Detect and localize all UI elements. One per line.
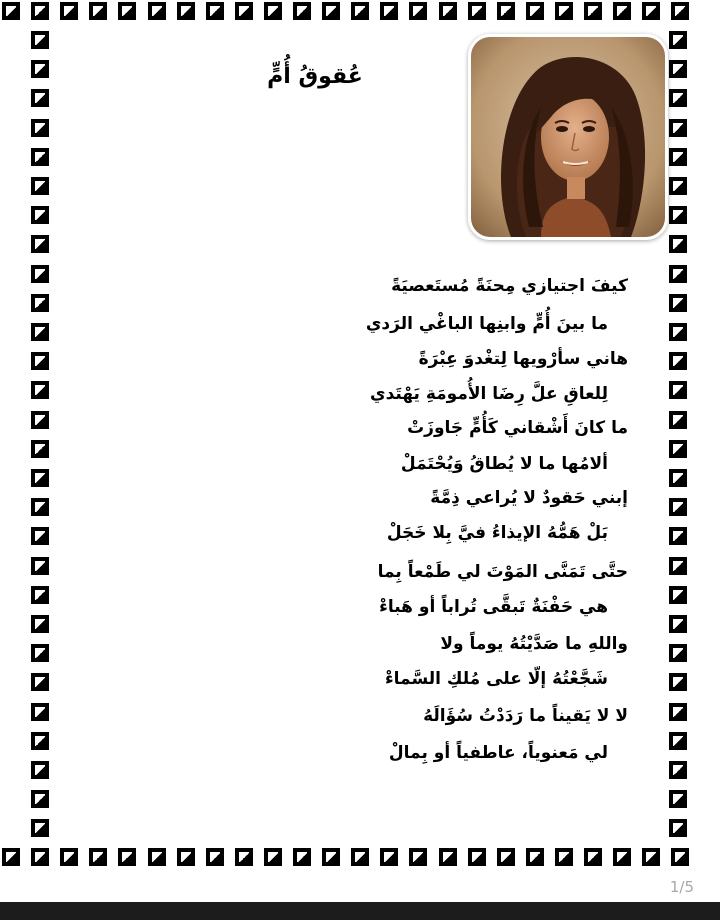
border-square (2, 848, 20, 866)
border-square (177, 2, 195, 20)
border-square (31, 527, 49, 545)
border-square (380, 2, 398, 20)
border-square (31, 352, 49, 370)
border-square (669, 586, 687, 604)
border-square (669, 119, 687, 137)
border-square (31, 323, 49, 341)
border-square (468, 848, 486, 866)
border-square (322, 848, 340, 866)
poem-line: بَلْ هَمُّهُ الإيذاءُ فيَّ بِلا خَجَلْ (386, 523, 608, 543)
woman-portrait-icon (471, 37, 665, 237)
border-square (293, 848, 311, 866)
border-square (642, 2, 660, 20)
border-square (206, 848, 224, 866)
border-square (148, 2, 166, 20)
border-square (31, 440, 49, 458)
border-square (31, 411, 49, 429)
border-square (468, 2, 486, 20)
poem-line: ما كانَ أَشْقاني كَأُمٍّ جَاوزَتْ (407, 418, 628, 438)
border-square (669, 148, 687, 166)
portrait-image (468, 34, 668, 240)
border-square (669, 206, 687, 224)
poem-line: ألامُها ما لا يُطاقُ وَيُحْتَمَلْ (400, 454, 608, 474)
border-square (669, 177, 687, 195)
border-square (669, 440, 687, 458)
border-square (31, 615, 49, 633)
border-square (118, 2, 136, 20)
border-square (31, 557, 49, 575)
border-square (671, 2, 689, 20)
border-square (409, 2, 427, 20)
border-square (439, 2, 457, 20)
poem-line: لا لا يَقيناً ما رَدَدْتُ سُؤَالَهُ (423, 706, 628, 726)
border-square (31, 235, 49, 253)
border-square (669, 469, 687, 487)
border-square (31, 148, 49, 166)
border-square (206, 2, 224, 20)
border-square (669, 703, 687, 721)
border-square (2, 2, 20, 20)
bottom-toolbar (0, 902, 720, 920)
border-square (439, 848, 457, 866)
border-square (497, 2, 515, 20)
border-square (31, 703, 49, 721)
border-square (31, 294, 49, 312)
border-square (613, 848, 631, 866)
border-square (669, 411, 687, 429)
border-square (118, 848, 136, 866)
border-square (642, 848, 660, 866)
poem-line: هاني سأرْويها لِتغْدوَ عِبْرَةً (418, 349, 628, 369)
poem-line: شَجَّعْتُهُ إلّا على مُلكِ السَّماءْ (384, 669, 608, 689)
border-square (669, 819, 687, 837)
border-square (669, 557, 687, 575)
border-square (380, 848, 398, 866)
border-square (669, 352, 687, 370)
border-square (669, 235, 687, 253)
border-square (89, 2, 107, 20)
border-square (613, 2, 631, 20)
border-square (31, 119, 49, 137)
poem-line: كيفَ اجتيازي مِحنَةً مُستَعصيَةً (391, 276, 628, 296)
border-square (31, 819, 49, 837)
border-square (31, 381, 49, 399)
border-square (60, 848, 78, 866)
border-square (31, 761, 49, 779)
border-square (669, 790, 687, 808)
border-square (555, 2, 573, 20)
border-square (669, 615, 687, 633)
border-square (89, 848, 107, 866)
border-square (669, 294, 687, 312)
border-square (669, 381, 687, 399)
border-square (526, 848, 544, 866)
border-square (60, 2, 78, 20)
border-square (526, 2, 544, 20)
border-square (669, 644, 687, 662)
border-square (497, 848, 515, 866)
border-square (669, 673, 687, 691)
border-square (584, 2, 602, 20)
border-square (669, 31, 687, 49)
border-square (669, 60, 687, 78)
border-square (31, 848, 49, 866)
border-square (584, 848, 602, 866)
poem-title: عُقوقُ أُمٍّ (267, 64, 363, 89)
border-square (31, 89, 49, 107)
border-square (31, 265, 49, 283)
border-square (351, 2, 369, 20)
border-square (31, 732, 49, 750)
border-square (235, 848, 253, 866)
border-square (264, 848, 282, 866)
border-square (31, 469, 49, 487)
border-square (31, 644, 49, 662)
border-square (31, 2, 49, 20)
poem-line: لِلعاقِ علَّ رِضَا الأُمومَةِ يَهْتَدي (369, 384, 608, 404)
poem-line: إبني حَقودٌ لا يُراعي ذِمَّةً (430, 488, 628, 508)
border-square (669, 323, 687, 341)
border-square (351, 848, 369, 866)
border-square (31, 790, 49, 808)
border-square (669, 89, 687, 107)
poem-line: حتَّى تَمَنَّى المَوْتَ لي طَمْعاً بِما (377, 562, 628, 582)
border-square (409, 848, 427, 866)
poem-line: هي حَفْنَةٌ تَبقَّى تُراباً أو هَباءْ (379, 597, 608, 617)
border-square (177, 848, 195, 866)
border-square (31, 60, 49, 78)
border-square (148, 848, 166, 866)
border-square (669, 527, 687, 545)
border-square (669, 265, 687, 283)
poem-line: لي مَعنوياً، عاطفياً أو بِمالْ (388, 743, 608, 763)
border-square (669, 761, 687, 779)
poem-line: ما بينَ أُمٍّ وابنِها الباغْي الرَدي (365, 314, 608, 334)
border-square (293, 2, 311, 20)
border-square (31, 206, 49, 224)
border-square (669, 732, 687, 750)
border-square (31, 177, 49, 195)
border-square (555, 848, 573, 866)
border-square (31, 31, 49, 49)
border-square (322, 2, 340, 20)
border-square (31, 498, 49, 516)
border-square (264, 2, 282, 20)
page-indicator: 1/5 (669, 878, 694, 896)
poem-line: واللهِ ما صَدَّيْتُهُ يوماً ولا (440, 634, 628, 654)
border-square (669, 498, 687, 516)
border-square (31, 673, 49, 691)
border-square (235, 2, 253, 20)
border-square (31, 586, 49, 604)
border-square (671, 848, 689, 866)
